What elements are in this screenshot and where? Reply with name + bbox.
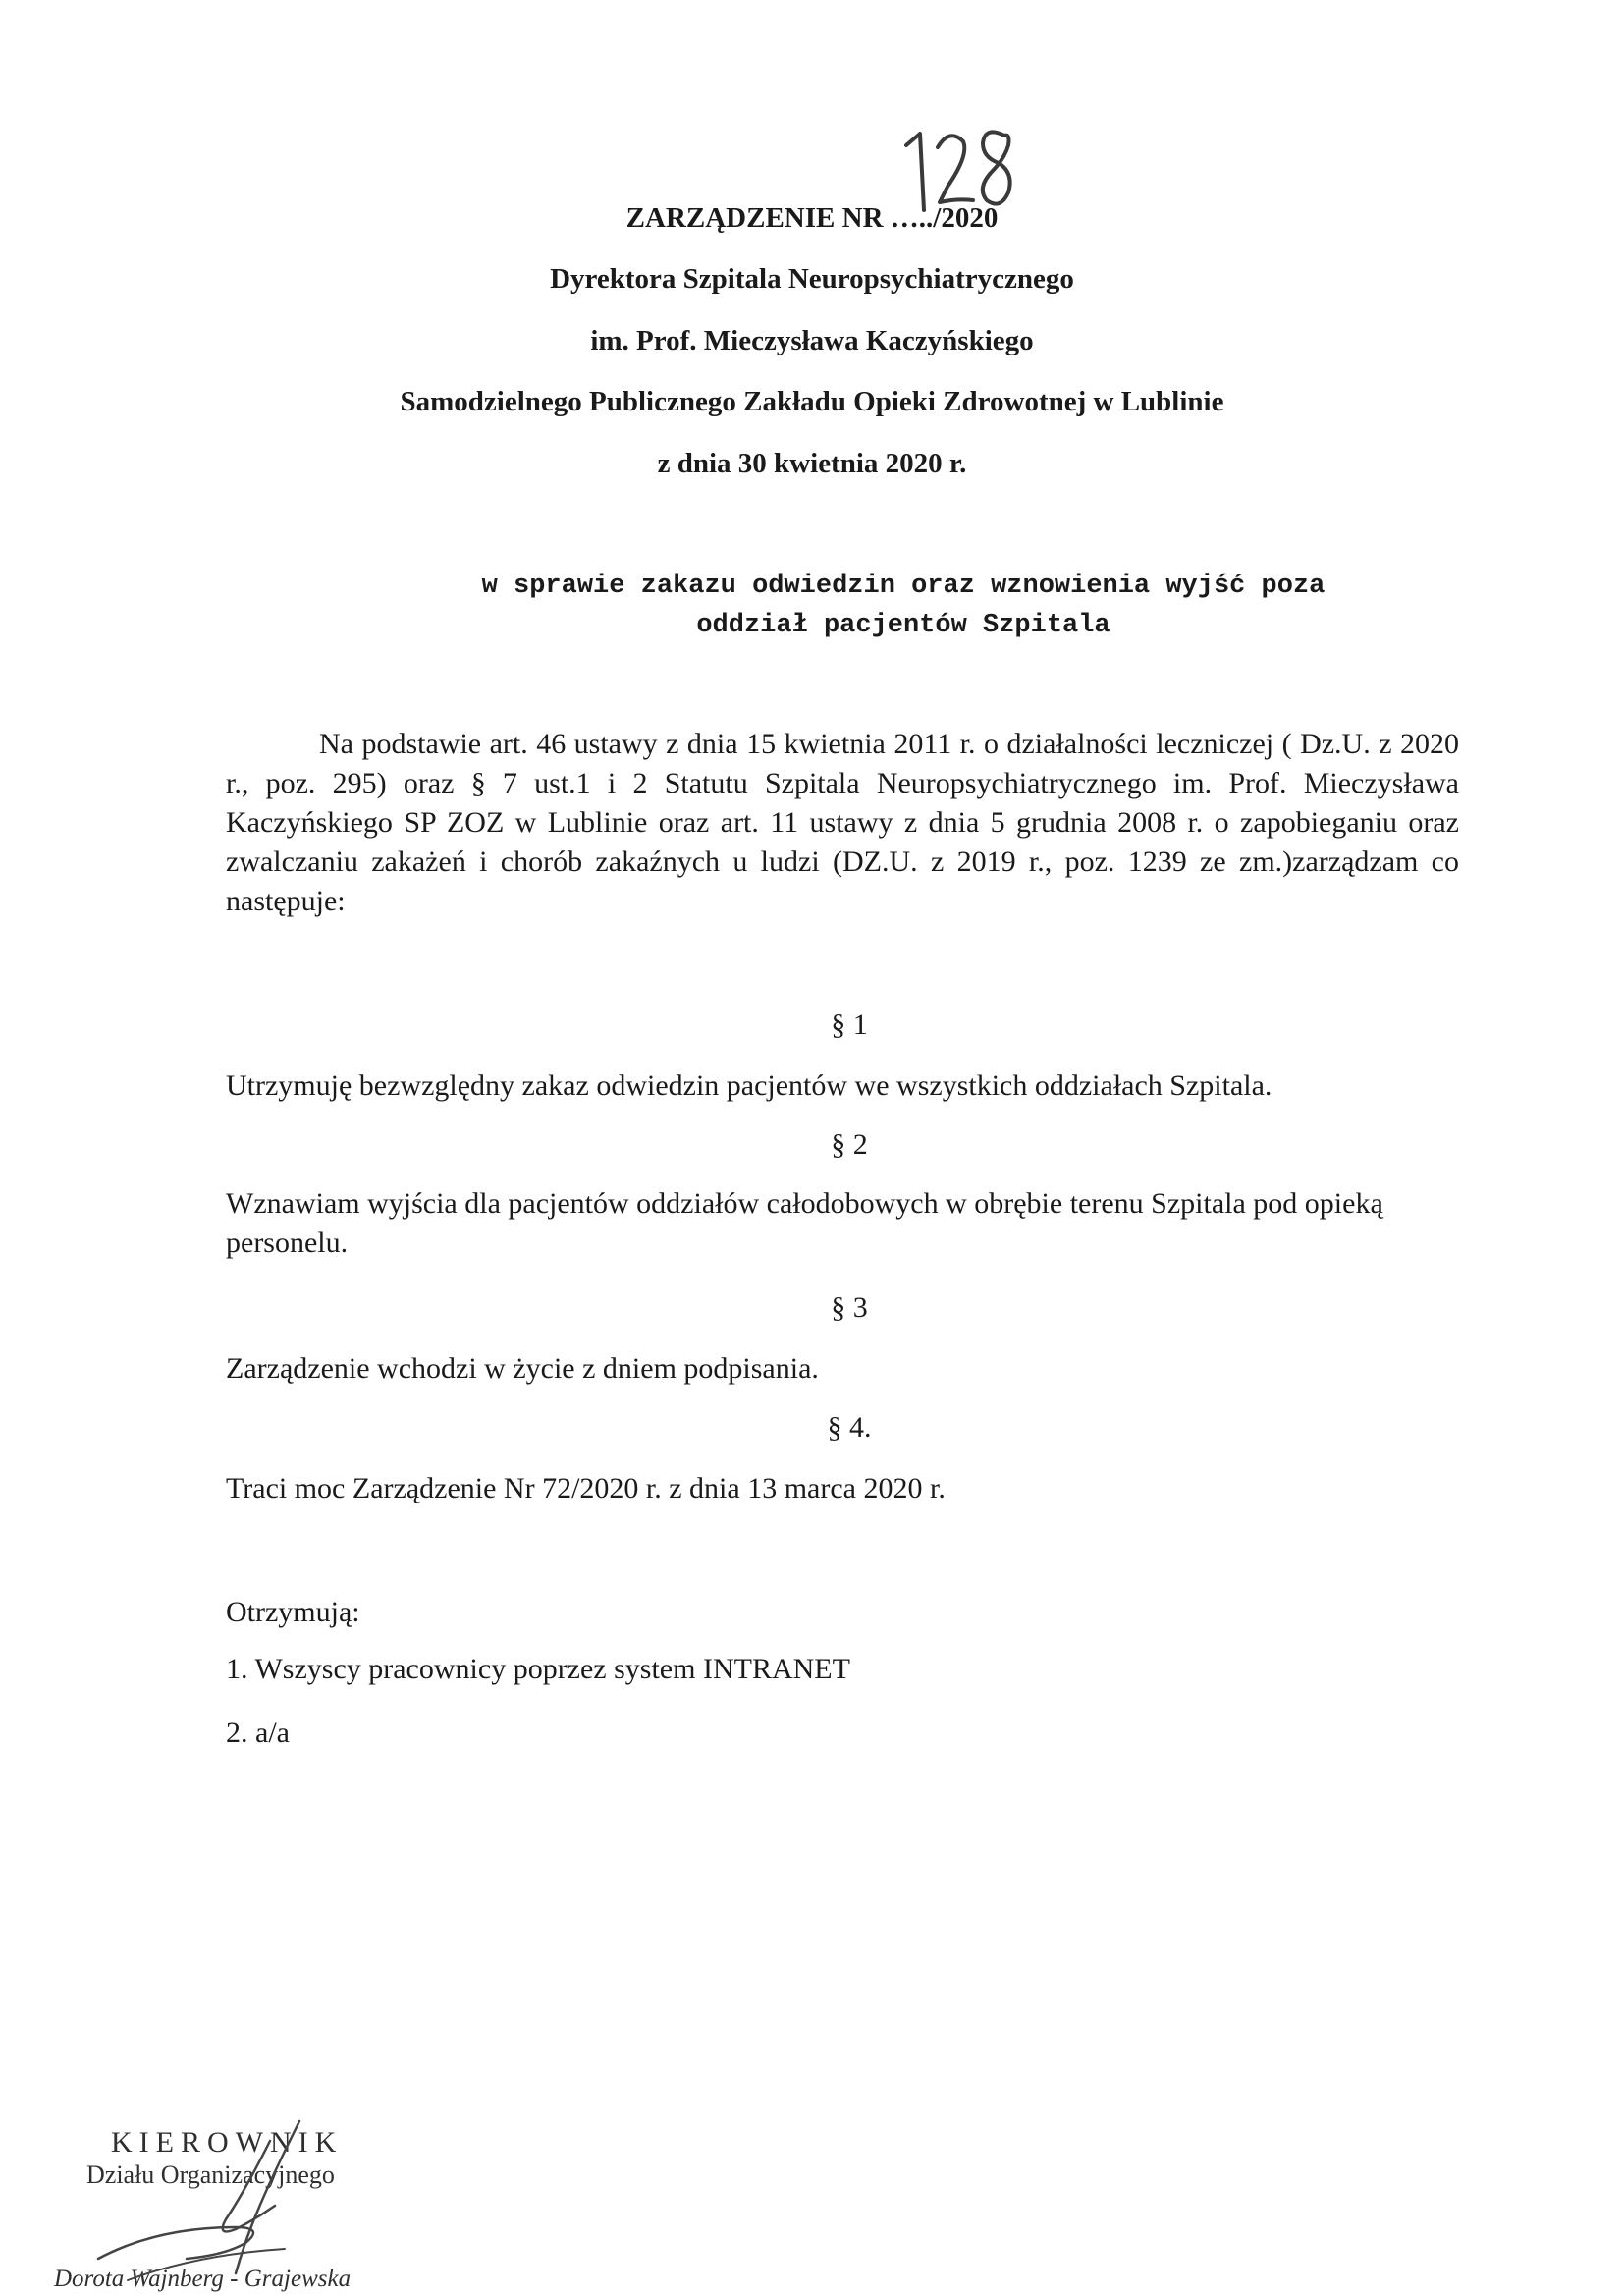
document-title: ZARZĄDZENIE NR …../2020 [625,202,999,234]
section-text-2: Wznawiam wyjścia dla pacjentów oddziałów całodobowych w obrębie terenu Szpitala pod opieką personelu. [226,1187,1383,1259]
recipients-title: Otrzymują: [226,1596,360,1628]
legal-basis-paragraph: Na podstawie art. 46 ustawy z dnia 15 kwietnia 2011 r. o działalności leczniczej ( Dz.U. z 2020 r., poz. 295) oraz § 7 ust.1 i 2 Statutu Szpitala Neuropsychiatrycznego im. Prof. Mieczysława Kaczyńskiego SP ZOZ w Lublinie oraz art. 11 ustawy z dnia 5 grudnia 2008 r. o zapobieganiu oraz zwalczaniu zakażeń i chorób zakaźnych u ludzi (DZ.U. z 2019 r., poz. 1239 ze zm.)zarządzam co następuje: [226,728,1459,917]
stamp-department: Działu Organizacyjnego [86,2160,335,2189]
stamp-name: Dorota Wajnberg - Grajewska [54,2266,352,2292]
subject-line-2: oddział pacjentów Szpitala [696,611,1110,640]
issuer-patron-line: im. Prof. Mieczysława Kaczyńskiego [590,325,1034,356]
section-mark-2: § 2 [831,1128,868,1161]
section-text-4: Traci moc Zarządzenie Nr 72/2020 r. z dnia 13 marca 2020 r. [226,1472,946,1504]
date-line: z dnia 30 kwietnia 2020 r. [657,448,967,479]
section-mark-3: § 3 [831,1291,868,1324]
section-text-3: Zarządzenie wchodzi w życie z dniem podpisania. [226,1352,819,1385]
section-mark-4: § 4. [827,1411,872,1444]
section-text-1: Utrzymuję bezwzględny zakaz odwiedzin pacjentów we wszystkich oddziałach Szpitala. [226,1069,1272,1102]
institution-line: Samodzielnego Publicznego Zakładu Opieki Zdrowotnej w Lublinie [400,386,1224,417]
stamp-title: KIEROWNIK [111,2126,344,2159]
issuer-line: Dyrektora Szpitala Neuropsychiatrycznego [550,263,1074,295]
section-mark-1: § 1 [831,1009,868,1041]
recipient-item-2: 2. a/a [226,1717,290,1749]
subject-line-1: w sprawie zakazu odwiedzin oraz wznowienia wyjść poza [481,572,1326,601]
signature-icon [88,2111,344,2288]
recipient-item-1: 1. Wszyscy pracownicy poprzez system INTRANET [226,1653,850,1685]
